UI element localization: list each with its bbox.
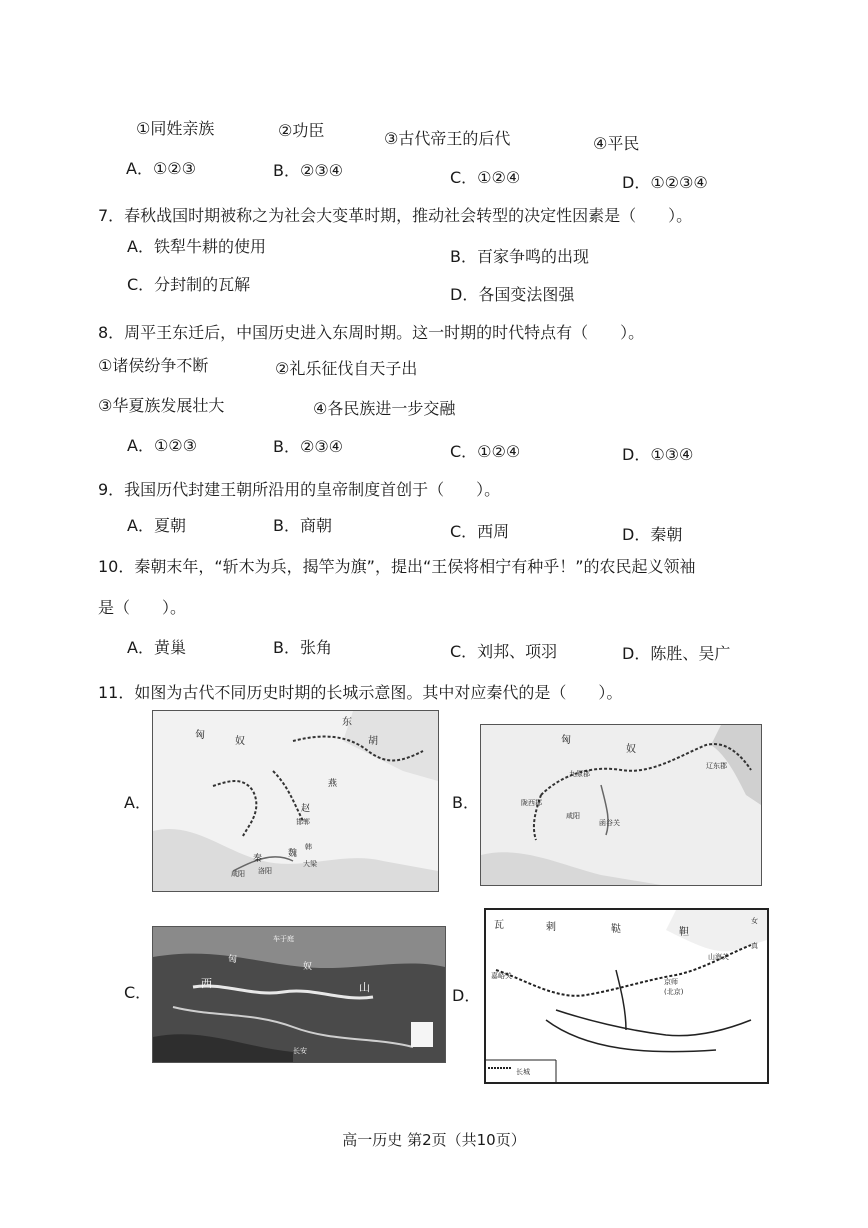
q6-item-3: ③古代帝王的后代 [384, 129, 511, 148]
q9-option-a[interactable]: A．夏朝 [127, 516, 186, 535]
map-d-text-9: 京师 [664, 978, 678, 986]
map-d[interactable] [484, 908, 769, 1084]
q6-option-a[interactable]: A．①②③ [126, 159, 196, 178]
q6-item-1: ①同姓亲族 [136, 119, 215, 138]
q7-option-c[interactable]: C．分封制的瓦解 [127, 275, 251, 294]
q11-stem: 11．如图为古代不同历史时期的长城示意图。其中对应秦代的是（ ）。 [98, 683, 623, 702]
map-c-label[interactable]: C． [124, 983, 152, 1002]
map-d-svg [486, 910, 767, 1082]
q8-item-2: ②礼乐征伐自天子出 [275, 359, 418, 378]
q7-stem: 7．春秋战国时期被称之为社会大变革时期，推动社会转型的决定性因素是（ ）。 [98, 206, 693, 225]
q9-option-b[interactable]: B．商朝 [273, 516, 332, 535]
map-d-text-11: 长城 [516, 1068, 530, 1076]
map-c-text-4: 西 [201, 977, 212, 990]
map-d-text-3: 鞑 [611, 924, 621, 935]
q8-option-b[interactable]: B．②③④ [273, 437, 344, 456]
q9-stem: 9．我国历代封建王朝所沿用的皇帝制度首创于（ ）。 [98, 480, 501, 499]
map-c-svg [153, 927, 445, 1062]
q10-option-c[interactable]: C．刘邦、项羽 [450, 642, 558, 661]
map-b-text-1: 匈 [561, 735, 571, 746]
map-a-text-5: 燕 [328, 779, 338, 789]
q8-item-3: ③华夏族发展壮大 [98, 396, 225, 415]
q7-option-a[interactable]: A．铁犁牛耕的使用 [127, 237, 266, 256]
q8-item-4: ④各民族进一步交融 [313, 399, 456, 418]
map-b-svg [481, 725, 761, 885]
q6-item-2: ②功臣 [278, 121, 325, 140]
map-d-text-5: 女 [751, 917, 758, 925]
map-b[interactable] [480, 724, 762, 886]
map-b-label[interactable]: B． [452, 793, 479, 812]
q8-option-a[interactable]: A．①②③ [127, 436, 197, 455]
map-b-text-7: 函谷关 [599, 819, 620, 827]
q10-stem-line2: 是（ ）。 [98, 598, 187, 617]
map-d-text-8: 嘉峪关 [491, 972, 512, 980]
map-c[interactable] [152, 926, 446, 1063]
map-d-text-1: 瓦 [494, 920, 504, 931]
map-a-text-7: 邯郸 [296, 818, 310, 826]
q8-item-1: ①诸侯纷争不断 [98, 356, 209, 375]
map-c-text-6: 长安 [293, 1047, 307, 1055]
map-b-text-2: 奴 [626, 744, 636, 755]
map-c-text-1: 车于庭 [273, 935, 294, 943]
q6-option-c[interactable]: C．①②④ [450, 168, 521, 187]
map-a-svg [153, 711, 438, 891]
q10-stem-line1: 10．秦朝末年，“斩木为兵，揭竿为旗”，提出“王侯将相宁有种乎！”的农民起义领袖 [98, 557, 696, 576]
q8-stem: 8．周平王东迁后，中国历史进入东周时期。这一时期的时代特点有（ ）。 [98, 323, 645, 342]
map-a-label[interactable]: A． [124, 793, 151, 812]
q10-option-a[interactable]: A．黄巢 [127, 638, 186, 657]
map-a-text-8: 魏 [288, 849, 298, 859]
map-d-text-7: 山海关 [708, 953, 729, 961]
q9-option-c[interactable]: C．西周 [450, 522, 510, 541]
map-a-text-6: 赵 [301, 804, 311, 814]
map-b-text-6: 咸阳 [566, 812, 580, 820]
map-a-text-12: 咸阳 [231, 870, 245, 878]
q7-option-b[interactable]: B．百家争鸣的出现 [450, 247, 589, 266]
q6-item-4: ④平民 [593, 134, 640, 153]
map-b-text-3: 九原郡 [569, 770, 590, 778]
q7-option-d[interactable]: D．各国变法图强 [450, 285, 575, 304]
q9-option-d[interactable]: D．秦朝 [622, 525, 683, 544]
q10-option-d[interactable]: D．陈胜、吴广 [622, 644, 731, 663]
map-b-text-5: 陇西郡 [521, 799, 542, 807]
map-a-text-2: 奴 [235, 736, 245, 747]
map-c-text-3: 奴 [303, 962, 313, 972]
map-d-text-6: 真 [751, 942, 758, 950]
q6-option-d[interactable]: D．①②③④ [622, 173, 708, 192]
map-d-text-10: (北京) [664, 988, 684, 996]
map-d-label[interactable]: D． [452, 986, 481, 1005]
q8-option-c[interactable]: C．①②④ [450, 442, 521, 461]
map-d-text-2: 剌 [546, 922, 556, 933]
map-d-text-4: 靼 [679, 927, 689, 938]
map-b-text-4: 辽东郡 [706, 762, 727, 770]
q10-option-b[interactable]: B．张角 [273, 638, 332, 657]
map-a-text-3: 东 [342, 717, 352, 728]
page-footer: 高一历史 第2页（共10页） [342, 1131, 526, 1149]
map-a[interactable] [152, 710, 439, 892]
map-c-text-5: 山 [359, 981, 370, 994]
map-a-text-1: 匈 [195, 730, 205, 741]
q8-option-d[interactable]: D．①③④ [622, 445, 694, 464]
map-a-text-10: 洛阳 [258, 867, 272, 875]
map-c-text-2: 匈 [228, 955, 238, 965]
map-a-text-11: 韩 [305, 843, 312, 851]
map-a-text-13: 秦 [253, 854, 263, 864]
map-a-text-4: 胡 [368, 736, 378, 747]
map-a-text-9: 大梁 [303, 860, 317, 868]
q6-option-b[interactable]: B．②③④ [273, 161, 344, 180]
